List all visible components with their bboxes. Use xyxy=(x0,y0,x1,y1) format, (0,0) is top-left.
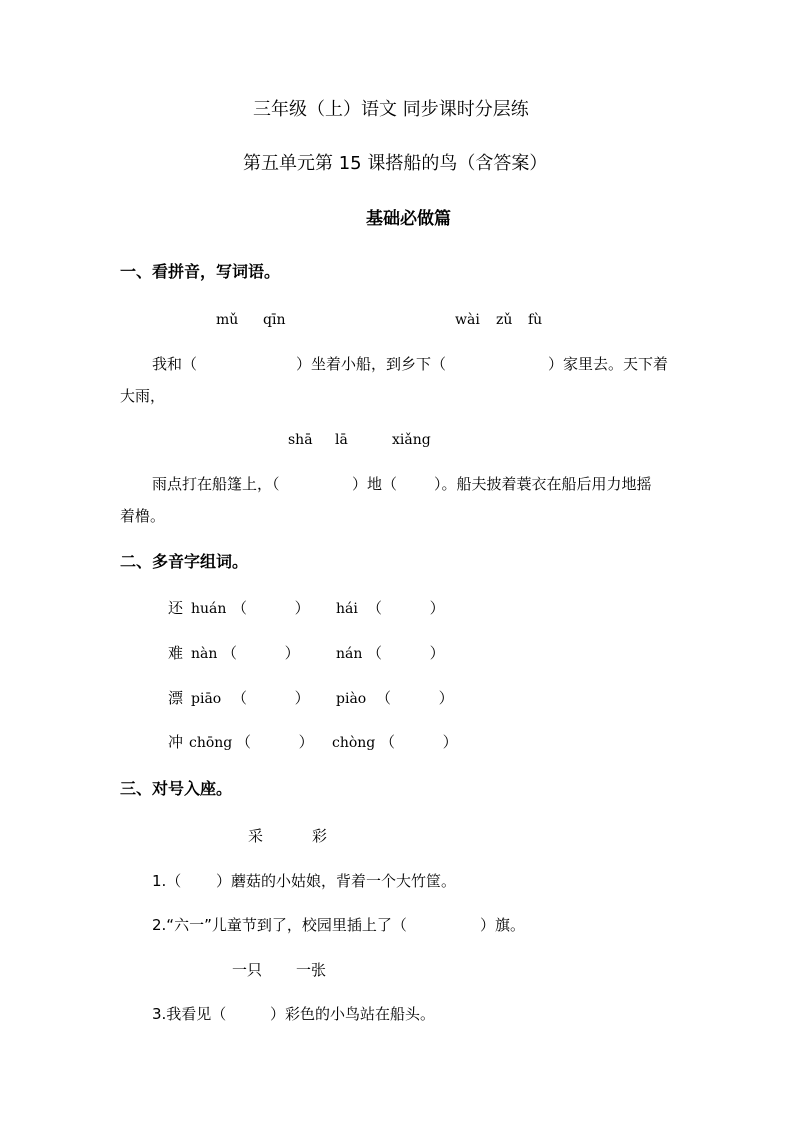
pinyin-wai: wài xyxy=(455,312,480,328)
sentence1-part-c: ）家里去。天下着 xyxy=(548,355,669,373)
polyphone-pinyin: nàn xyxy=(191,646,218,662)
sentence1-part-d: 大雨， xyxy=(120,387,166,405)
sentence2-part-d: 着橹。 xyxy=(120,507,166,525)
sentence2-part-c: ）。船夫披着蓑衣在船后用力地摇 xyxy=(434,475,652,493)
polyphone-char: 冲 xyxy=(168,733,184,751)
pinyin-xiang: xiǎng xyxy=(392,432,431,448)
lesson-subtitle: 第五单元第 15 课搭船的鸟（含答案） xyxy=(243,153,548,174)
polyphone-pinyin: piào xyxy=(336,691,367,707)
pinyin-zu: zǔ xyxy=(496,312,513,328)
section3-heading: 三、对号入座。 xyxy=(120,779,233,798)
question3-part-a: 3.我看见（ xyxy=(152,1005,227,1023)
answer-blank: （ ） xyxy=(376,689,454,707)
answer-blank: （ ） xyxy=(232,689,310,707)
question2-part-a: 2.“六一”儿童节到了，校园里插上了（ xyxy=(152,916,407,934)
pinyin-qin: qīn xyxy=(263,312,286,328)
sentence2-part-b: ）地（ xyxy=(352,475,398,493)
answer-blank: （ ） xyxy=(222,644,300,662)
question1-part-a: 1.（ xyxy=(152,872,182,890)
option-word: 彩 xyxy=(312,827,328,845)
document-title: 三年级（上）语文 同步课时分层练 xyxy=(253,99,529,120)
pinyin-fu: fù xyxy=(528,312,543,328)
polyphone-pinyin: huán xyxy=(191,601,227,617)
sentence2-part-a: 雨点打在船篷上，（ xyxy=(152,475,280,493)
section2-heading: 二、多音字组词。 xyxy=(120,552,249,571)
option-word: 采 xyxy=(248,827,264,845)
sentence1-part-a: 我和（ xyxy=(152,355,198,373)
polyphone-pinyin: chòng xyxy=(332,735,376,751)
answer-blank: （ ） xyxy=(367,644,445,662)
polyphone-char: 漂 xyxy=(168,689,184,707)
question2-part-b: ）旗。 xyxy=(480,916,526,934)
question3-part-b: ）彩色的小鸟站在船头。 xyxy=(270,1005,436,1023)
answer-blank: （ ） xyxy=(232,599,310,617)
answer-blank: （ ） xyxy=(380,733,458,751)
option-word: 一张 xyxy=(296,961,327,979)
section1-heading: 一、看拼音，写词语。 xyxy=(120,262,281,281)
option-word: 一只 xyxy=(232,961,263,979)
polyphone-pinyin: piāo xyxy=(191,691,222,707)
polyphone-char: 还 xyxy=(168,599,184,617)
question1-part-b: ）蘑菇的小姑娘，背着一个大竹筐。 xyxy=(216,872,457,890)
polyphone-pinyin: chōng xyxy=(189,735,233,751)
polyphone-pinyin: hái xyxy=(336,601,358,617)
sentence1-part-b: ）坐着小船，到乡下（ xyxy=(296,355,447,373)
level-heading: 基础必做篇 xyxy=(366,209,451,229)
polyphone-char: 难 xyxy=(168,644,184,662)
answer-blank: （ ） xyxy=(367,599,445,617)
pinyin-sha: shā xyxy=(288,432,313,448)
answer-blank: （ ） xyxy=(236,733,314,751)
polyphone-pinyin: nán xyxy=(336,646,363,662)
pinyin-mu: mǔ xyxy=(216,312,239,328)
pinyin-la: lā xyxy=(335,432,348,448)
